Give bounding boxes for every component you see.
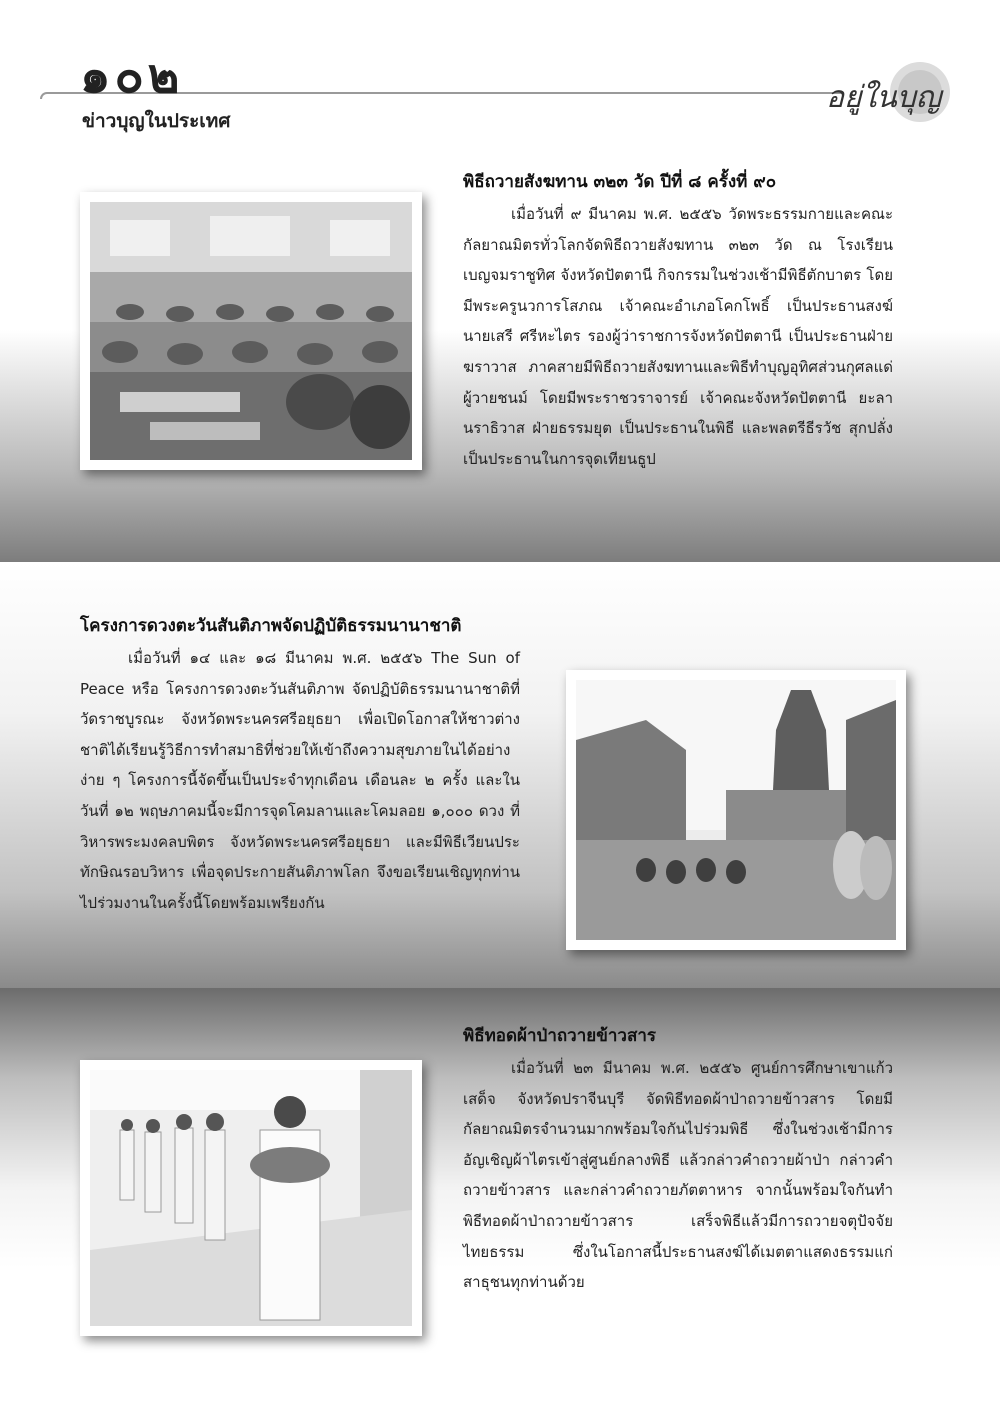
article-title: โครงการดวงตะวันสันติภาพจัดปฏิบัติธรรมนานาชาติ [80,616,462,636]
photo-robe-offering-procession [80,1060,422,1336]
article-body: เมื่อวันที่ ๑๔ และ ๑๘ มีนาคม พ.ศ. ๒๕๕๖ The Sun of Peace หรือ โครงการดวงตะวันสันติภาพ จัดปฏิบัติธรรมนานาชาติที่วัดราชบูรณะ จังหวัดพระนครศรีอยุธยา เพื่อเปิดโอกาสให้ชาวต่างชาติได้เรียนรู้วิธีการทำสมาธิที่ช่วยให้เข้าถึงความสุขภายในได้อย่างง่าย ๆ โครงการนี้จัดขึ้นเป็นประจำทุกเดือน เดือนละ ๒ ครั้ง และในวันที่ ๑๒ พฤษภาคมนี้จะมีการจุดโคมลานและโคมลอย ๑,๐๐๐ ดวง ที่วิหารพระมงคลบพิตร จังหวัดพระนครศรีอยุธยา และมีพิธีเวียนประทักษิณรอบวิหาร เพื่อจุดประกายสันติภาพโลก จึงขอเรียนเชิญทุกท่านไปร่วมงานในครั้งนี้โดยพร้อมเพรียงกัน [80,649,520,912]
article-sangha-offering [463,168,893,474]
article-robe-offering [463,1022,893,1298]
page-number: ๑๐๒ [80,48,184,104]
article-title: พิธีถวายสังฆทาน ๓๒๓ วัด ปีที่ ๘ ครั้งที่ ๙๐ [463,172,777,192]
logo-text: อยู่ในบุญ [826,80,942,115]
article-body: เมื่อวันที่ ๙ มีนาคม พ.ศ. ๒๕๕๖ วัดพระธรรมกายและคณะกัลยาณมิตรทั่วโลกจัดพิธีถวายสังฆทาน ๓๒๓ วัด ณ โรงเรียนเบญจมราชูทิศ จังหวัดปัตตานี กิจกรรมในช่วงเช้ามีพิธีตักบาตร โดยมีพระครูนวการโสภณ เจ้าคณะอำเภอโคกโพธิ์ เป็นประธานสงฆ์ นายเสรี ศรีหะไตร รองผู้ว่าราชการจังหวัดปัตตานี เป็นประธานฝ่ายฆราวาส ภาคสายมีพิธีถวายสังฆทานและพิธีทำบุญอุทิศส่วนกุศลแด่ผู้วายชนม์ โดยมีพระราชวราจารย์ เจ้าคณะจังหวัดปัตตานี ยะลา นราธิวาส ฝ่ายธรรมยุต เป็นประธานในพิธี และพลตรีธีรวัช สุกปลั่ง เป็นประธานในการจุดเทียนธูป [463,205,893,468]
photo-sangha-offering [80,192,422,470]
article-body: เมื่อวันที่ ๒๓ มีนาคม พ.ศ. ๒๕๕๖ ศูนย์การศึกษาเขาแก้วเสด็จ จังหวัดปราจีนบุรี จัดพิธีทอดผ้าป่าถวายข้าวสาร โดยมีกัลยาณมิตรจำนวนมากพร้อมใจกันไปร่วมพิธี ซึ่งในช่วงเช้ามีการอัญเชิญผ้าไตรเข้าสู่ศูนย์กลางพิธี แล้วกล่าวคำถวายผ้าป่า กล่าวคำถวายข้าวสาร และกล่าวคำถวายภัตตาหาร จากนั้นพร้อมใจกันทำพิธีทอดผ้าป่าถวายข้าวสาร เสร็จพิธีแล้วมีการถวายจตุปัจจัยไทยธรรม ซึ่งในโอกาสนี้ประธานสงฆ์ได้เมตตาแสดงธรรมแก่สาธุชนทุกท่านด้วย [463,1059,893,1292]
article-title: พิธีทอดผ้าป่าถวายข้าวสาร [463,1026,656,1046]
article-sun-of-peace [80,612,520,918]
magazine-logo [820,56,950,128]
section-label: ข่าวบุญในประเทศ [82,110,231,132]
photo-temple-meditation [566,670,906,950]
